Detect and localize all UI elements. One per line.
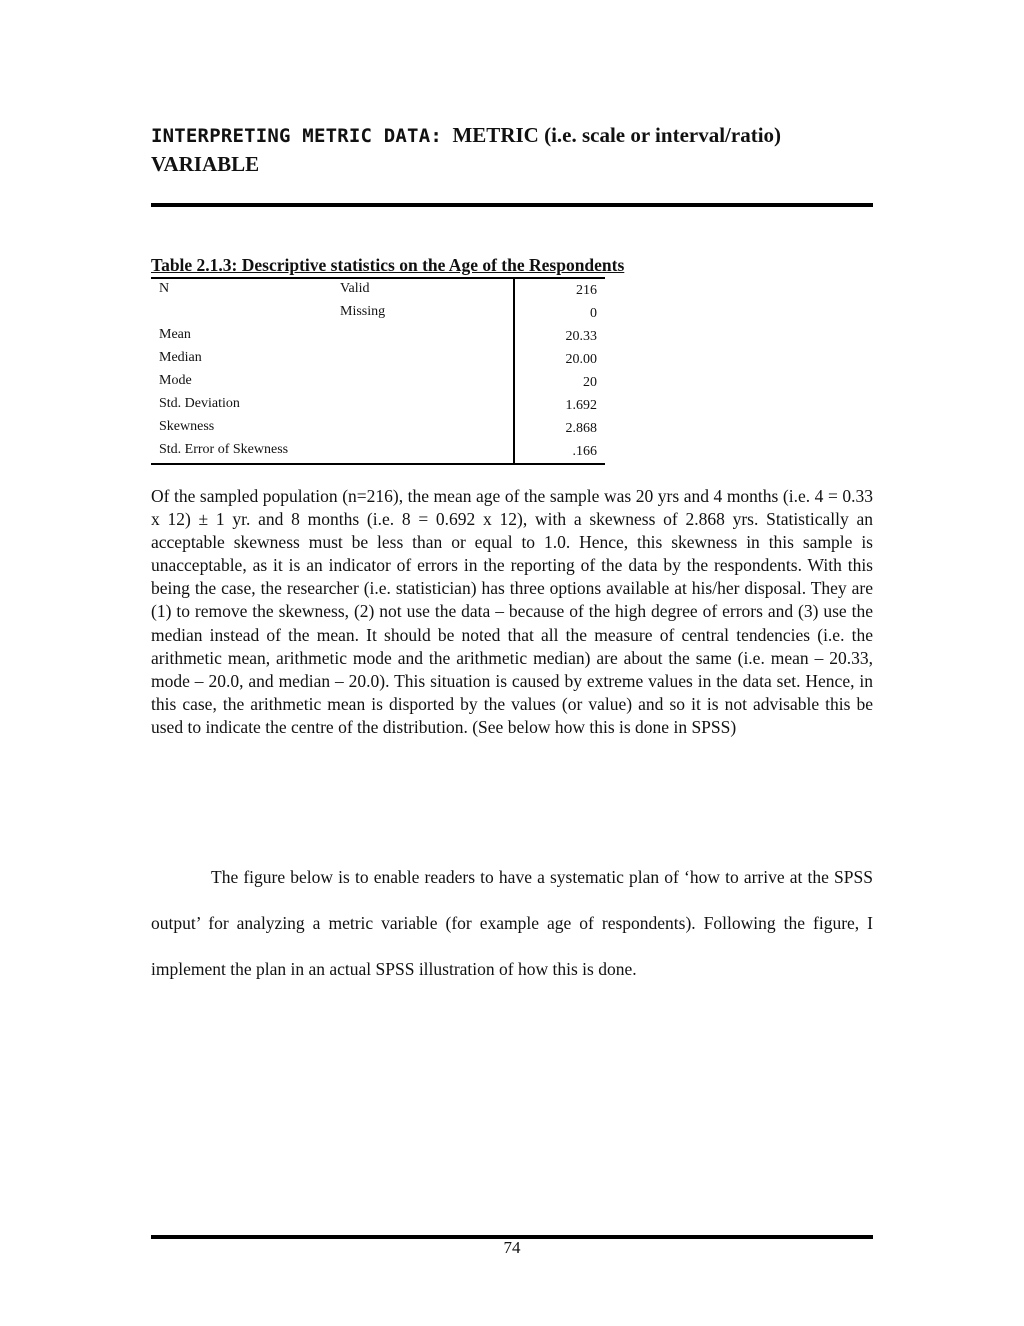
figure-intro-paragraph: The figure below is to enable readers to have a systematic plan of ‘how to arrive at the SPSS output’ for analyzing a metric variable (for example age of respondents). Following the figure, I implement the plan in an actual SPSS illustration of how this is done. bbox=[151, 867, 873, 979]
row-value: 20 bbox=[583, 375, 597, 390]
table-row bbox=[151, 371, 605, 394]
heading-lead: INTERPRETING METRIC DATA: bbox=[151, 125, 442, 147]
row-label: Std. Deviation bbox=[159, 396, 240, 411]
row-sublabel: Valid bbox=[340, 281, 370, 296]
row-value: 20.00 bbox=[565, 352, 597, 367]
row-label: Mean bbox=[159, 327, 191, 342]
row-value: 1.692 bbox=[565, 398, 597, 413]
row-value: 20.33 bbox=[565, 329, 597, 344]
top-rule bbox=[151, 203, 873, 207]
table-row bbox=[151, 417, 605, 440]
table-caption: Table 2.1.3: Descriptive statistics on the Age of the Respondents bbox=[151, 255, 625, 275]
descriptive-statistics-table bbox=[151, 277, 605, 465]
row-label: Std. Error of Skewness bbox=[159, 442, 289, 457]
row-label: Skewness bbox=[159, 419, 215, 434]
row-label: Mode bbox=[159, 373, 192, 388]
heading-rest: METRIC (i.e. scale or interval/ratio) VARIABLE bbox=[151, 123, 782, 176]
table-row bbox=[151, 394, 605, 417]
row-value: 2.868 bbox=[565, 421, 597, 436]
table-row bbox=[151, 279, 605, 302]
row-label: Median bbox=[159, 350, 202, 365]
table-row bbox=[151, 348, 605, 371]
row-value: .166 bbox=[572, 444, 597, 459]
row-sublabel: Missing bbox=[340, 304, 386, 319]
row-label: N bbox=[159, 281, 170, 296]
table-row bbox=[151, 325, 605, 348]
row-value: 0 bbox=[590, 306, 597, 321]
interpretation-paragraph: Of the sampled population (n=216), the mean age of the sample was 20 yrs and 4 months (i.e. 4 = 0.33 x 12) ± 1 yr. and 8 months (i.e. 8 = 0.692 x 12), with a skewness of 2.868 yrs. Statistically an acceptable skewness must be less than or equal to 1.0. Hence, this skewness in this sample is unacceptable, as it is an indicator of errors in the reporting of the data by the respondents. With this being the case, the researcher (i.e. statistician) has three options available at his/her disposal. They are (1) to remove the skewness, (2) not use the data – because of the high degree of errors and (3) use the median instead of the mean. It should be noted that all the measure of central tendencies (i.e. the arithmetic mean, arithmetic mode and the arithmetic median) are about the same (i.e. mean – 20.33, mode – 20.0, and median – 20.0). This situation is caused by extreme values in the data set. Hence, in this case, the arithmetic mean is disported by the values (or value) and so it is not advisable this be used to indicate the centre of the distribution. (See below how this is done in SPSS) bbox=[151, 486, 873, 737]
table-row bbox=[151, 302, 605, 325]
row-value: 216 bbox=[576, 283, 597, 298]
table-row bbox=[151, 440, 605, 463]
page-number: 74 bbox=[503, 1238, 521, 1257]
page-heading bbox=[151, 121, 873, 178]
